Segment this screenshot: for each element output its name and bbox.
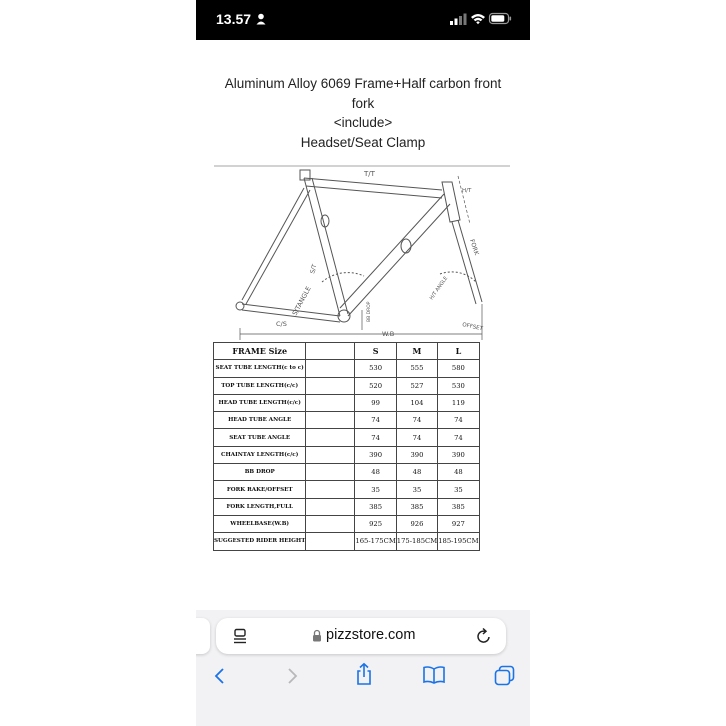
header-size-m: M	[396, 343, 437, 360]
table-row: BB DROP 48 48 48	[214, 464, 480, 481]
bookmarks-icon[interactable]	[422, 665, 446, 690]
label-top-tube: T/T	[364, 170, 375, 178]
label-chainstay: C/S	[276, 320, 287, 328]
header-size-l: L	[438, 343, 479, 360]
address-bar[interactable]	[216, 618, 506, 654]
table-row: TOP TUBE LENGTH(c/c) 520 527 530	[214, 377, 480, 394]
table-row: FORK RAKE/OFFSET 35 35 35	[214, 481, 480, 498]
header-size-s: S	[355, 343, 396, 360]
label-offset: OFFSET	[461, 322, 484, 333]
product-title: Aluminum Alloy 6069 Frame+Half carbon front fork <include> Headset/Seat Clamp	[224, 76, 502, 150]
phone-screen	[196, 0, 530, 726]
lock-icon	[312, 629, 322, 647]
table-row: FORK LENGTH,FULL 385 385 385	[214, 498, 480, 515]
table-row: WHEELBASE(W.B) 925 926 927	[214, 515, 480, 532]
battery-icon	[490, 14, 512, 24]
wifi-icon	[471, 14, 485, 24]
label-fork: FORK	[468, 238, 480, 257]
reload-icon[interactable]	[476, 627, 492, 650]
status-time: 13.57	[216, 11, 252, 27]
web-content[interactable]	[196, 40, 530, 610]
previous-tab-card[interactable]	[196, 618, 210, 654]
table-row: CHAINTAY LENGTH(c/c) 390 390 390	[214, 446, 480, 463]
header-blank	[306, 343, 355, 360]
back-icon[interactable]	[212, 666, 228, 691]
share-icon[interactable]	[354, 662, 374, 691]
label-head-tube: H/T	[462, 188, 472, 194]
table-row: SUGGESTED RIDER HEIGHT 165-175CM 175-185CM 185-195CM	[214, 533, 480, 550]
browser-toolbar	[196, 662, 530, 702]
table-header-row	[214, 343, 480, 360]
signal-icon	[450, 14, 467, 26]
label-bb-drop: BB DROP	[367, 301, 372, 322]
frame-spec-table	[213, 342, 480, 551]
table-row: SEAT TUBE LENGTH(c to c) 530 555 580	[214, 360, 480, 377]
label-head-angle: H/T ANGLE	[428, 275, 450, 302]
status-bar	[196, 0, 530, 40]
header-frame-size: FRAME Size	[214, 343, 306, 360]
reader-icon[interactable]	[232, 628, 248, 649]
label-seat-angle: S/TANGLE	[290, 285, 313, 317]
table-row: HEAD TUBE ANGLE 74 74 74	[214, 412, 480, 429]
browser-bottom-bar	[196, 610, 530, 726]
table-row: SEAT TUBE ANGLE 74 74 74	[214, 429, 480, 446]
forward-icon[interactable]	[284, 666, 300, 691]
table-row: HEAD TUBE LENGTH(c/c) 99 104 119	[214, 394, 480, 411]
person-icon	[256, 12, 266, 30]
label-wheelbase: W.B	[382, 330, 395, 338]
tabs-icon[interactable]	[494, 665, 516, 692]
label-seat-tube: S/T	[309, 263, 319, 275]
url-text[interactable]: pizzstore.com	[326, 627, 416, 643]
frame-geometry-diagram	[214, 164, 510, 340]
